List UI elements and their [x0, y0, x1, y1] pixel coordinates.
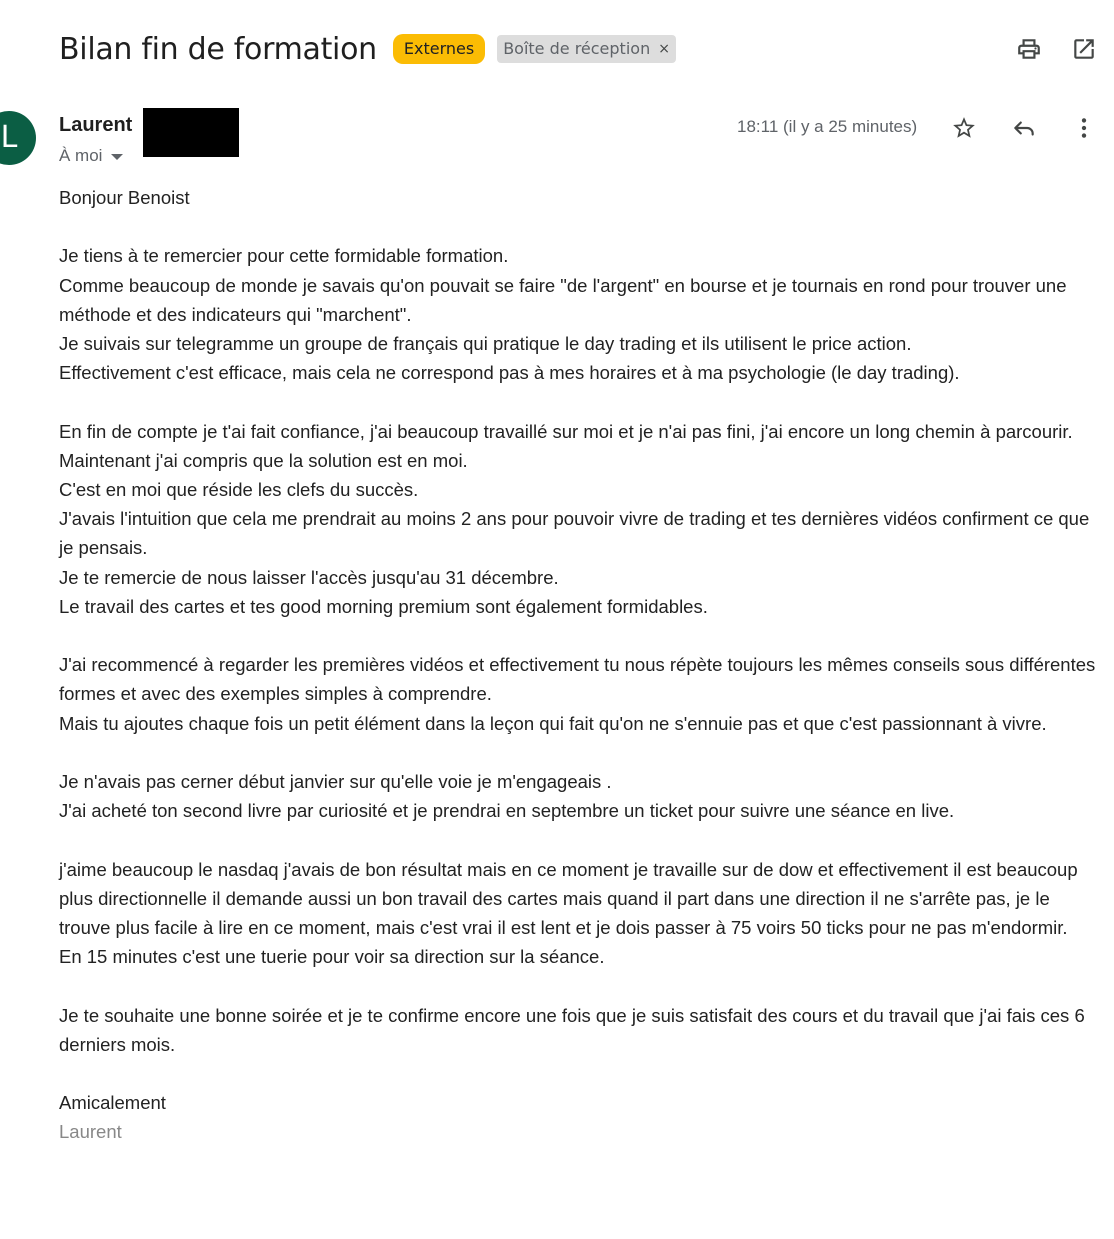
reply-icon[interactable] [1011, 115, 1037, 141]
body-line: J'ai recommencé à regarder les premières vidéos et effectivement tu nous répète toujours les mêmes conseils sous différentes formes et avec des exemples simples à comprendre. [59, 654, 1096, 705]
caret-down-icon [111, 154, 123, 160]
body-line: Effectivement c'est efficace, mais cela ne correspond pas à mes horaires et à ma psychologie (le day trading). [59, 362, 960, 384]
body-line: Bonjour Benoist [59, 187, 190, 208]
print-icon[interactable] [1016, 36, 1042, 62]
body-line: J'avais l'intuition que cela me prendrait au moins 2 ans pour pouvoir vivre de trading et tes dernières vidéos confirment ce que je pensais. [59, 508, 1090, 559]
body-line: J'ai acheté ton second livre par curiosité et je prendrai en septembre un ticket pour suivre une séance en live. [59, 800, 955, 822]
body-line: En 15 minutes c'est une tuerie pour voir sa direction sur la séance. [59, 946, 605, 968]
body-line: Maintenant j'ai compris que la solution est en moi. [59, 449, 468, 471]
body-line: Je te remercie de nous laisser l'accès jusqu'au 31 décembre. [59, 566, 559, 588]
body-line: Je suivais sur telegramme un groupe de français qui pratique le day trading et ils utilisent le price action. [59, 333, 912, 354]
body-line: C'est en moi que réside les clefs du succès. [59, 479, 419, 500]
body-line [59, 387, 1099, 416]
recipient-details-toggle[interactable] [59, 146, 123, 166]
remove-label-icon[interactable]: × [658, 41, 670, 57]
email-timestamp: 18:11 (il y a 25 minutes) [737, 117, 918, 136]
body-line [59, 212, 1099, 241]
body-line: En fin de compte je t'ai fait confiance, j'ai beaucoup travaillé sur moi et je n'ai pas fini, j'ai encore un long chemin à parcourir. [59, 420, 1073, 442]
body-line: Le travail des cartes et tes good morning premium sont également formidables. [59, 595, 708, 617]
body-line: Je n'avais pas cerner début janvier sur qu'elle voie je m'engageais . [59, 771, 612, 792]
subject-row [59, 28, 676, 70]
body-line: Je tiens à te remercier pour cette formidable formation. [59, 245, 509, 267]
body-line: Mais tu ajoutes chaque fois un petit élément dans la leçon qui fait qu'on ne s'ennuie pas et que c'est passionnant à vivre. [59, 712, 1047, 734]
email-subject: Bilan fin de formation [59, 31, 377, 67]
body-line [59, 825, 1099, 854]
recipient-label: À moi [59, 146, 103, 165]
body-line [59, 1059, 1099, 1088]
email-body [59, 183, 1099, 1147]
label-inbox-text: Boîte de réception [503, 39, 651, 58]
body-line [59, 738, 1099, 767]
body-line: j'aime beaucoup le nasdaq j'avais de bon résultat mais en ce moment je travaille sur de dow et effectivement il est beaucoup plus directionnelle il demande aussi un bon travail des cartes mais quand il part dans une direction il ne s'arrête pas, je le trouve plus facile à lire en ce moment, mais c'est vrai il est lent et je dois passer à 75 voirs 50 ticks pour ne pas m'endormir. [59, 858, 1078, 938]
label-inbox[interactable] [497, 35, 676, 63]
open-in-new-window-icon[interactable] [1071, 36, 1097, 62]
body-line [59, 971, 1099, 1000]
body-line: Je te souhaite une bonne soirée et je te confirme encore une fois que je suis satisfait des cours et du travail que j'ai fais ces 6 derniers mois. [59, 1004, 1085, 1055]
star-icon[interactable] [951, 115, 977, 141]
more-vert-icon[interactable] [1071, 115, 1097, 141]
email-signature: Laurent [59, 1121, 122, 1143]
body-line [59, 621, 1099, 650]
sender-name[interactable]: Laurent [59, 114, 133, 136]
redacted-sender-email [143, 108, 239, 157]
sender-avatar[interactable]: L [0, 111, 36, 165]
body-line: Amicalement [59, 1092, 166, 1114]
body-line: Comme beaucoup de monde je savais qu'on pouvait se faire "de l'argent" en bourse et je tournais en rond pour trouver une méthode et des indicateurs qui "marchent". [59, 274, 1067, 325]
label-external[interactable]: Externes [393, 34, 485, 64]
